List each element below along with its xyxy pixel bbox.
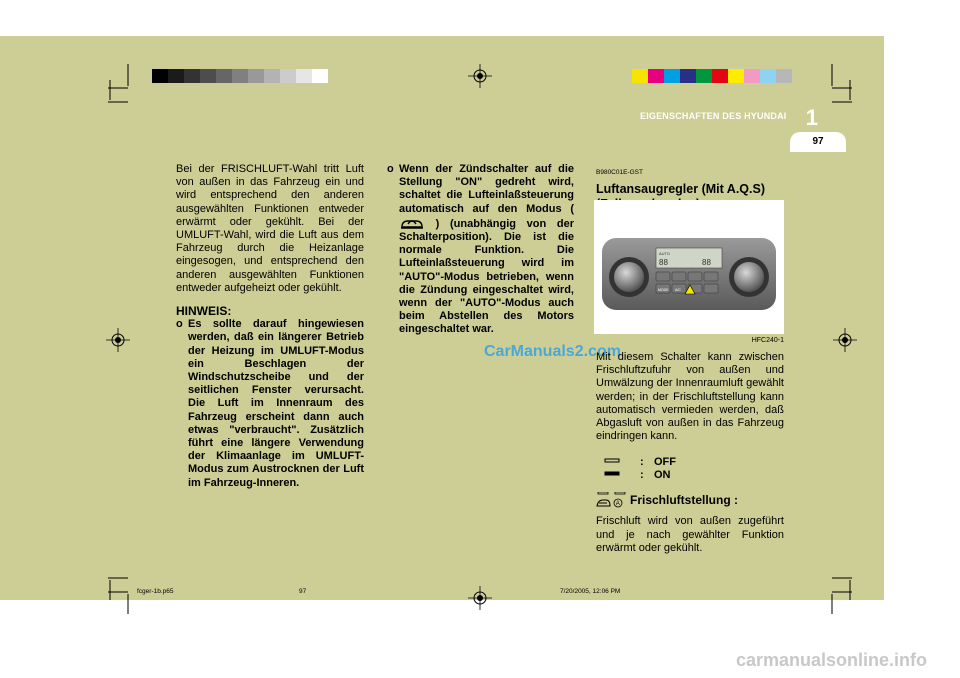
display-temp-left: 88 <box>659 258 668 267</box>
climate-control-photo <box>594 200 784 334</box>
photo-caption: HFC240-1 <box>751 337 784 344</box>
note-text: Es sollte darauf hingewiesen werden, daß ein längerer Betrieb der Heizung im UMLUFT-Modus ein Beschlagen der Windschutzscheibe und der seitlichen Fenster verursacht. Die Luft im Innenraum des Fahrzeug erscheint dann auch etwas "verbraucht". Zusätzlich führt eine längere Verwendung der Klimaanlage im UMLUFT-Modus zum Austrocknen der Luft im Fahrzeug-Inneren. <box>188 318 364 489</box>
recirculation-car-icon <box>399 216 425 229</box>
note-text-end: ) (unabhängig von der Schalterposition). Die ist die normale Funktion. Die Lufteinlaßsteuerung wird im "AUTO"-Modus betrieben, wenn die Zündung eingeschaltet wird, wenn der "AUTO"-Modus auch beim Abstellen des Motors eingeschaltet war. <box>399 217 574 336</box>
hinweis-heading: HINWEIS: <box>176 304 232 319</box>
display-temp-right: 88 <box>702 258 711 267</box>
page-number: 97 <box>812 136 824 147</box>
state-off-label: OFF <box>654 456 676 469</box>
fresh-air-text: Frischluft wird von außen zugeführt und je nach gewählter Funktion erwärmt oder gekühlt. <box>596 515 784 554</box>
state-off-colon: : <box>640 456 644 469</box>
climate-panel-illustration <box>594 200 784 334</box>
fresh-air-heading-row <box>596 492 784 508</box>
aqs-letter: A <box>615 501 620 508</box>
led-on-glyph <box>604 469 620 479</box>
state-on-label: ON <box>654 469 671 482</box>
display-auto-label: AUTO <box>659 251 671 256</box>
section-title: EIGENSCHAFTEN DES HYUNDAI <box>640 111 787 121</box>
watermark: CarManuals2.com <box>484 343 621 360</box>
state-off <box>604 456 784 469</box>
state-on-colon: : <box>640 469 644 482</box>
section-code: B980C01E-GST <box>596 169 643 176</box>
footer-date: 7/20/2005, 12:06 PM <box>560 588 621 595</box>
led-off-glyph <box>604 456 620 466</box>
state-on <box>604 469 784 482</box>
column-1 <box>176 163 364 490</box>
switch-states <box>596 456 784 482</box>
chapter-number: 1 <box>805 105 818 130</box>
intro-paragraph: Bei der FRISCHLUFT-Wahl tritt Luft von außen in das Fahrzeug ein und wird entsprechend den anderen ausgewählten Funktionen entweder erwärmt oder gekühlt. Bei der UMLUFT-Wahl, wird die Luft aus dem Fahrzeug durch die Heizanlage eingesogen, und entsprechend den anderen ausgewählten Funktionen entweder aufgeheizt oder gekühlt. <box>176 163 364 294</box>
display-ac-label: A/C <box>675 288 681 292</box>
display-mode-label: MODE <box>658 288 669 292</box>
switch-paragraph: Mit diesem Schalter kann zwischen Frischluftzufuhr von außen und Umwälzung der Innenraumluft gewählt werden; in der Frischluftstellung kann automatisch vermieden werden, daß Abgasluft von außen in das Fahrzeug eindringen kann. <box>596 351 784 443</box>
fresh-air-heading: Frischluftstellung : <box>630 492 738 507</box>
section-heading-line1: Luftansaugregler (Mit A.Q.S) <box>596 182 765 197</box>
bullet-marker: o <box>387 163 394 175</box>
ignition-note-item <box>387 163 574 337</box>
note-item <box>176 318 364 490</box>
note-text-start: Wenn der Zündschalter auf die Stellung "ON" gedreht wird, schaltet die Lufteinlaßsteuerung automatisch auf den Modus ( <box>399 163 574 215</box>
bottom-watermark: carmanualsonline.info <box>736 650 928 670</box>
bullet-marker: o <box>176 318 183 331</box>
footer-file: fcger-1b.p65 <box>137 588 174 595</box>
footer-page: 97 <box>299 588 307 595</box>
column-2 <box>387 163 574 337</box>
led-on-icon <box>604 469 640 483</box>
ignition-note-text <box>399 163 574 337</box>
column-3-body <box>596 351 784 555</box>
fresh-air-car-icon <box>596 492 628 508</box>
